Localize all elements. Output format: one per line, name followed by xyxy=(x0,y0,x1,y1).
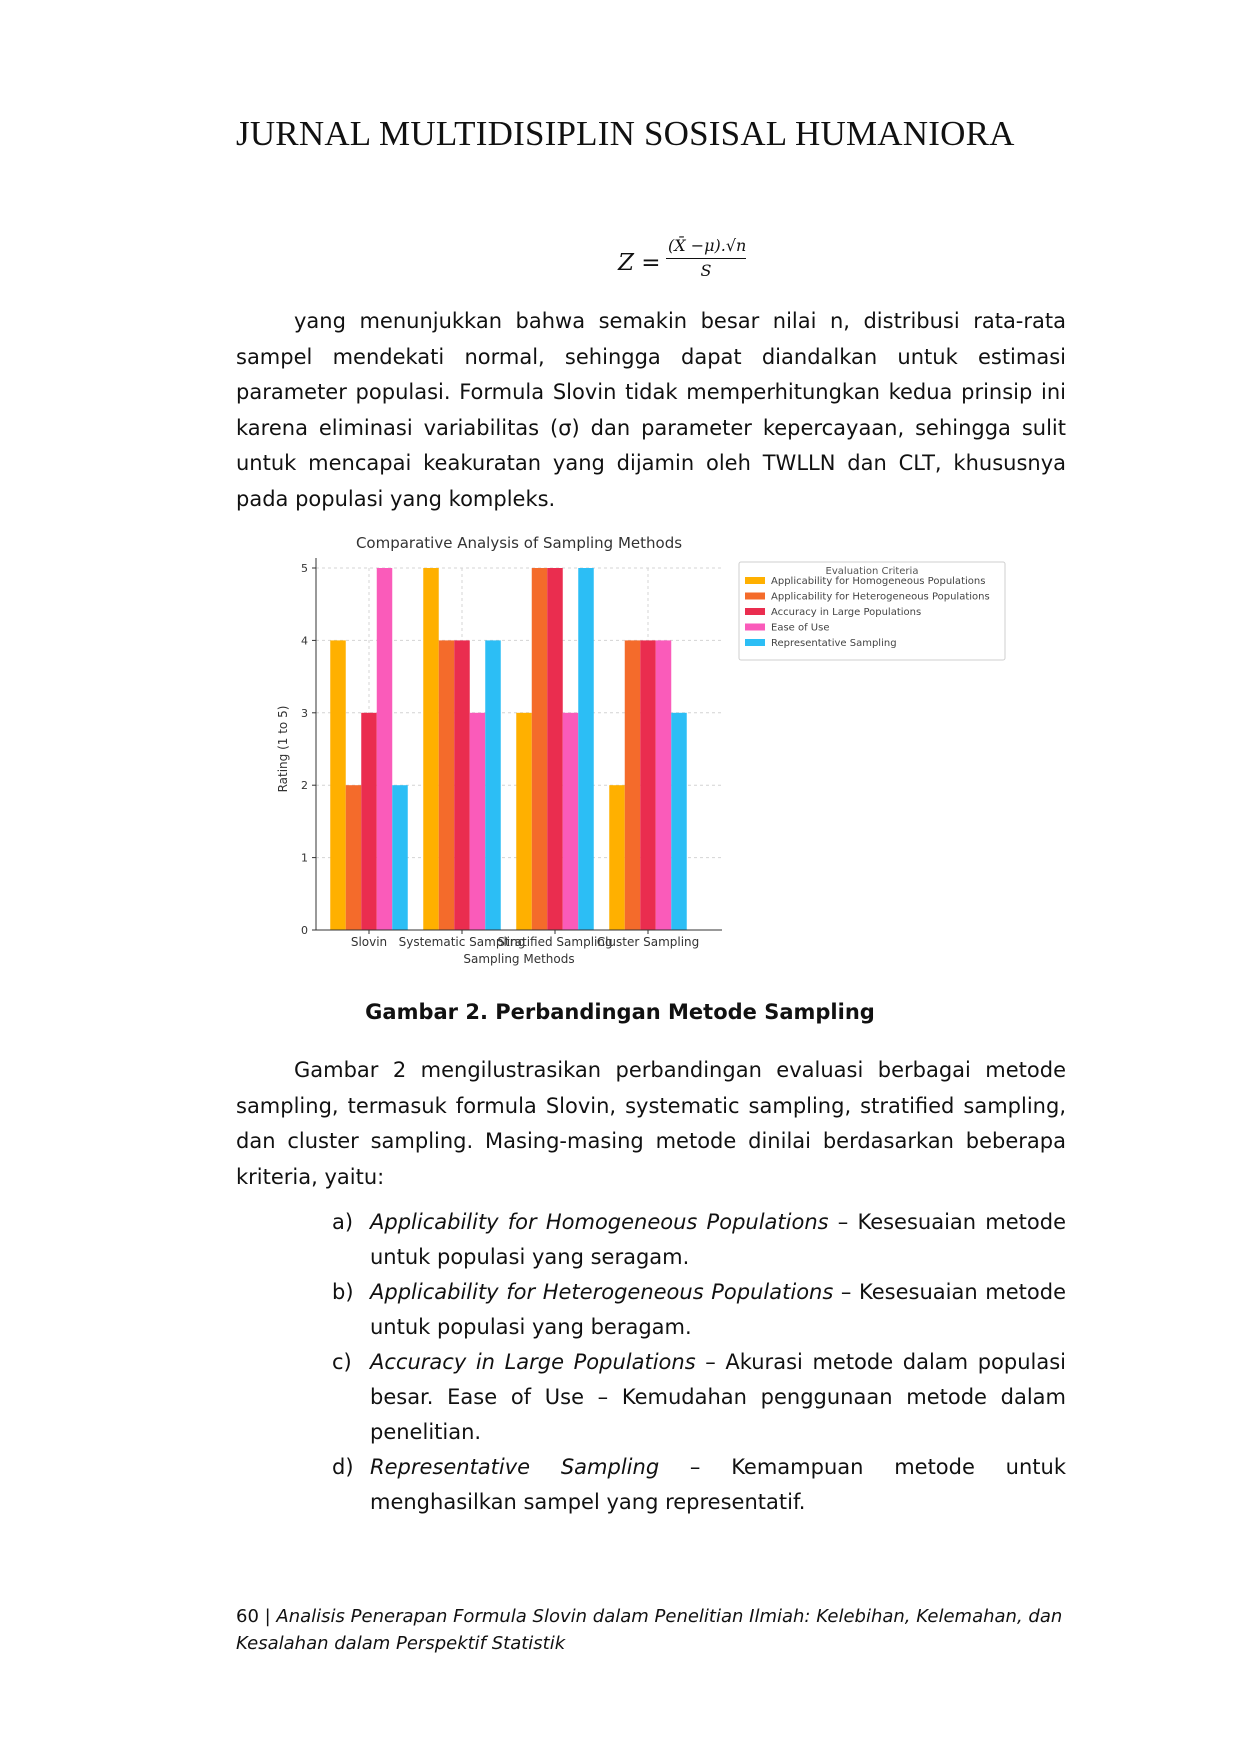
criteria-term: Applicability for Heterogeneous Populations xyxy=(370,1280,834,1304)
x-axis-label: Sampling Methods xyxy=(463,952,575,966)
footer-separator: | xyxy=(258,1606,277,1627)
list-marker: a) xyxy=(332,1210,354,1234)
paragraph-criteria-intro-text: Gambar 2 mengilustrasikan perbandingan evaluasi berbagai metode sampling, termasuk formula Slovin, systematic sampling, stratified sampling, dan cluster sampling. Masing-masing metode dinilai berdasarkan beberapa kriteria, yaitu: xyxy=(236,1058,1066,1189)
x-tick-label: Cluster Sampling xyxy=(596,935,700,949)
bar xyxy=(377,568,393,930)
x-tick-label: Systematic Sampling xyxy=(398,935,526,949)
y-tick-label: 0 xyxy=(301,924,308,937)
bar xyxy=(485,640,501,930)
x-tick-label: Stratified Sampling xyxy=(497,935,613,949)
bar xyxy=(609,785,625,930)
bar xyxy=(625,640,641,930)
journal-title: JURNAL MULTIDISIPLIN SOSISAL HUMANIORA xyxy=(236,114,1015,153)
figure-caption: Gambar 2. Perbandingan Metode Sampling xyxy=(365,1000,875,1024)
criteria-description: – Akurasi metode dalam populasi besar. Ease of Use – Kemudahan penggunaan metode dalam penelitian. xyxy=(370,1350,1066,1444)
list-marker: b) xyxy=(332,1280,354,1304)
bar xyxy=(346,785,362,930)
formula-lhs: Z = xyxy=(618,250,661,276)
bar xyxy=(532,568,548,930)
list-marker: c) xyxy=(332,1350,352,1374)
formula-numerator: (X̄ −μ).√n xyxy=(666,236,746,259)
legend-swatch xyxy=(745,593,765,600)
criteria-term: Applicability for Homogeneous Populations xyxy=(370,1210,829,1234)
x-tick-label: Slovin xyxy=(350,935,388,949)
sampling-methods-bar-chart xyxy=(276,530,1026,980)
bar xyxy=(578,568,594,930)
y-tick-label: 2 xyxy=(301,779,308,793)
formula-denominator: S xyxy=(700,261,712,280)
bar xyxy=(640,640,656,930)
legend-swatch xyxy=(745,624,765,631)
bar xyxy=(423,568,439,930)
criteria-item xyxy=(332,1345,1066,1450)
criteria-list xyxy=(332,1205,1066,1520)
y-tick-label: 4 xyxy=(301,634,308,648)
criteria-description: – Kesesuaian metode untuk populasi yang beragam. xyxy=(370,1280,1067,1339)
legend-swatch xyxy=(745,639,765,646)
bar xyxy=(470,713,486,930)
legend-label: Applicability for Heterogeneous Populations xyxy=(771,591,990,603)
formula-fraction xyxy=(666,236,746,280)
y-tick-label: 3 xyxy=(301,706,308,720)
criteria-item xyxy=(332,1450,1066,1520)
running-title: Analisis Penerapan Formula Slovin dalam Penelitian Ilmiah: Kelebihan, Kelemahan, dan Kesalahan dalam Perspektif Statistik xyxy=(236,1606,1063,1654)
bar xyxy=(392,785,408,930)
paragraph-criteria-intro xyxy=(236,1053,1066,1195)
criteria-description: – Kesesuaian metode untuk populasi yang seragam. xyxy=(370,1210,1066,1269)
criteria-item xyxy=(332,1275,1066,1345)
bar xyxy=(454,640,470,930)
chart-title: Comparative Analysis of Sampling Methods xyxy=(355,534,683,552)
bar xyxy=(516,713,532,930)
y-axis-label: Rating (1 to 5) xyxy=(276,705,290,793)
bar xyxy=(330,640,346,930)
legend-title: Evaluation Criteria xyxy=(825,566,919,577)
bar xyxy=(656,640,672,930)
criteria-term: Representative Sampling xyxy=(370,1455,660,1479)
page-footer xyxy=(236,1603,1066,1657)
list-marker: d) xyxy=(332,1455,354,1479)
legend-label: Applicability for Homogeneous Populations xyxy=(771,576,986,587)
legend-swatch xyxy=(745,577,765,584)
page-number: 60 xyxy=(236,1606,259,1627)
legend-label: Representative Sampling xyxy=(771,638,897,649)
bar xyxy=(563,713,579,930)
legend-label: Ease of Use xyxy=(771,622,830,634)
bar xyxy=(361,713,377,930)
y-tick-label: 5 xyxy=(301,562,308,575)
legend-swatch xyxy=(745,608,765,615)
paragraph-clt xyxy=(236,304,1066,517)
paragraph-clt-text: yang menunjukkan bahwa semakin besar nilai n, distribusi rata-rata sampel mendekati normal, sehingga dapat diandalkan untuk estimasi parameter populasi. Formula Slovin tidak memperhitungkan kedua prinsip ini karena eliminasi variabilitas (σ) dan parameter kepercayaan, sehingga sulit untuk mencapai keakuratan yang dijamin oleh TWLLN dan CLT, khususnya pada populasi yang kompleks. xyxy=(236,309,1066,511)
bar xyxy=(439,640,455,930)
bar xyxy=(547,568,563,930)
bar xyxy=(671,713,687,930)
y-tick-label: 1 xyxy=(301,851,308,865)
legend-label: Accuracy in Large Populations xyxy=(771,607,922,618)
criteria-term: Accuracy in Large Populations xyxy=(370,1350,696,1374)
criteria-item xyxy=(332,1205,1066,1275)
criteria-description: – Kemampuan metode untuk menghasilkan sampel yang representatif. xyxy=(370,1455,1066,1514)
figure-2 xyxy=(276,530,1026,980)
